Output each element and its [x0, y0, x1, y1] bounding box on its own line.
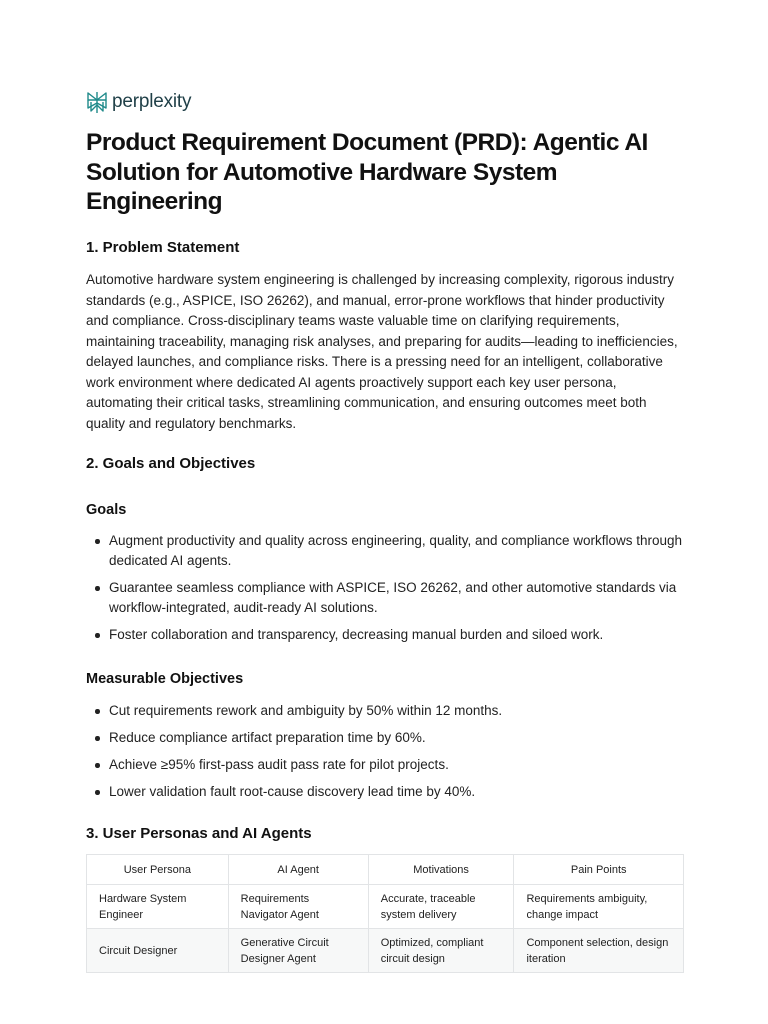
column-header-persona: User Persona: [87, 855, 229, 885]
objective-item: Lower validation fault root-cause discovery lead time by 40%.: [86, 782, 684, 802]
table-row: [87, 929, 684, 973]
personas-table: [86, 854, 684, 973]
perplexity-logo-icon: [86, 90, 108, 114]
table-cell: Optimized, compliant circuit design: [368, 929, 514, 973]
problem-statement-heading: 1. Problem Statement: [86, 239, 240, 256]
document-title: Product Requirement Document (PRD): Agentic AI Solution for Automotive Hardware System Engineering: [86, 129, 648, 215]
goal-item: Foster collaboration and transparency, decreasing manual burden and siloed work.: [86, 625, 684, 645]
objective-item: Cut requirements rework and ambiguity by 50% within 12 months.: [86, 701, 684, 721]
table-cell: Requirements Navigator Agent: [228, 885, 368, 929]
table-header-row: [87, 855, 684, 885]
logo-text: perplexity: [112, 91, 192, 112]
table-cell: Accurate, traceable system delivery: [368, 885, 514, 929]
table-cell: Hardware System Engineer: [87, 885, 229, 929]
table-row: [87, 885, 684, 929]
column-header-agent: AI Agent: [228, 855, 368, 885]
table-cell: Generative Circuit Designer Agent: [228, 929, 368, 973]
goals-list: [86, 531, 684, 645]
personas-heading: 3. User Personas and AI Agents: [86, 825, 312, 842]
objectives-list: [86, 701, 684, 802]
goals-subheading: Goals: [86, 502, 127, 518]
column-header-motivations: Motivations: [368, 855, 514, 885]
goals-objectives-heading: 2. Goals and Objectives: [86, 455, 256, 472]
table-cell: Circuit Designer: [87, 929, 229, 973]
goal-item: Augment productivity and quality across engineering, quality, and compliance workflows through dedicated AI agents.: [86, 531, 684, 571]
objectives-subheading: Measurable Objectives: [86, 671, 244, 687]
perplexity-logo: [86, 90, 191, 114]
problem-statement-body: Automotive hardware system engineering is challenged by increasing complexity, rigorous industry standards (e.g., ASPICE, ISO 26262), and manual, error-prone workflows that hinder productivity and compliance. Cross-disciplinary teams waste valuable time on clarifying requirements, maintaining traceability, managing risk analyses, and preparing for audits—leading to inefficiencies, delayed launches, and compliance risks. There is a pressing need for an intelligent, collaborative work environment where dedicated AI agents proactively support each key user persona, automating their critical tasks, streamlining communication, and ensuring outcomes meet both quality and regulatory benchmarks.: [86, 272, 678, 431]
table-cell: Component selection, design iteration: [514, 929, 684, 973]
table-cell: Requirements ambiguity, change impact: [514, 885, 684, 929]
column-header-pain-points: Pain Points: [514, 855, 684, 885]
objective-item: Reduce compliance artifact preparation time by 60%.: [86, 728, 684, 748]
objective-item: Achieve ≥95% first-pass audit pass rate for pilot projects.: [86, 755, 684, 775]
goal-item: Guarantee seamless compliance with ASPICE, ISO 26262, and other automotive standards via workflow-integrated, audit-ready AI solutions.: [86, 578, 684, 618]
